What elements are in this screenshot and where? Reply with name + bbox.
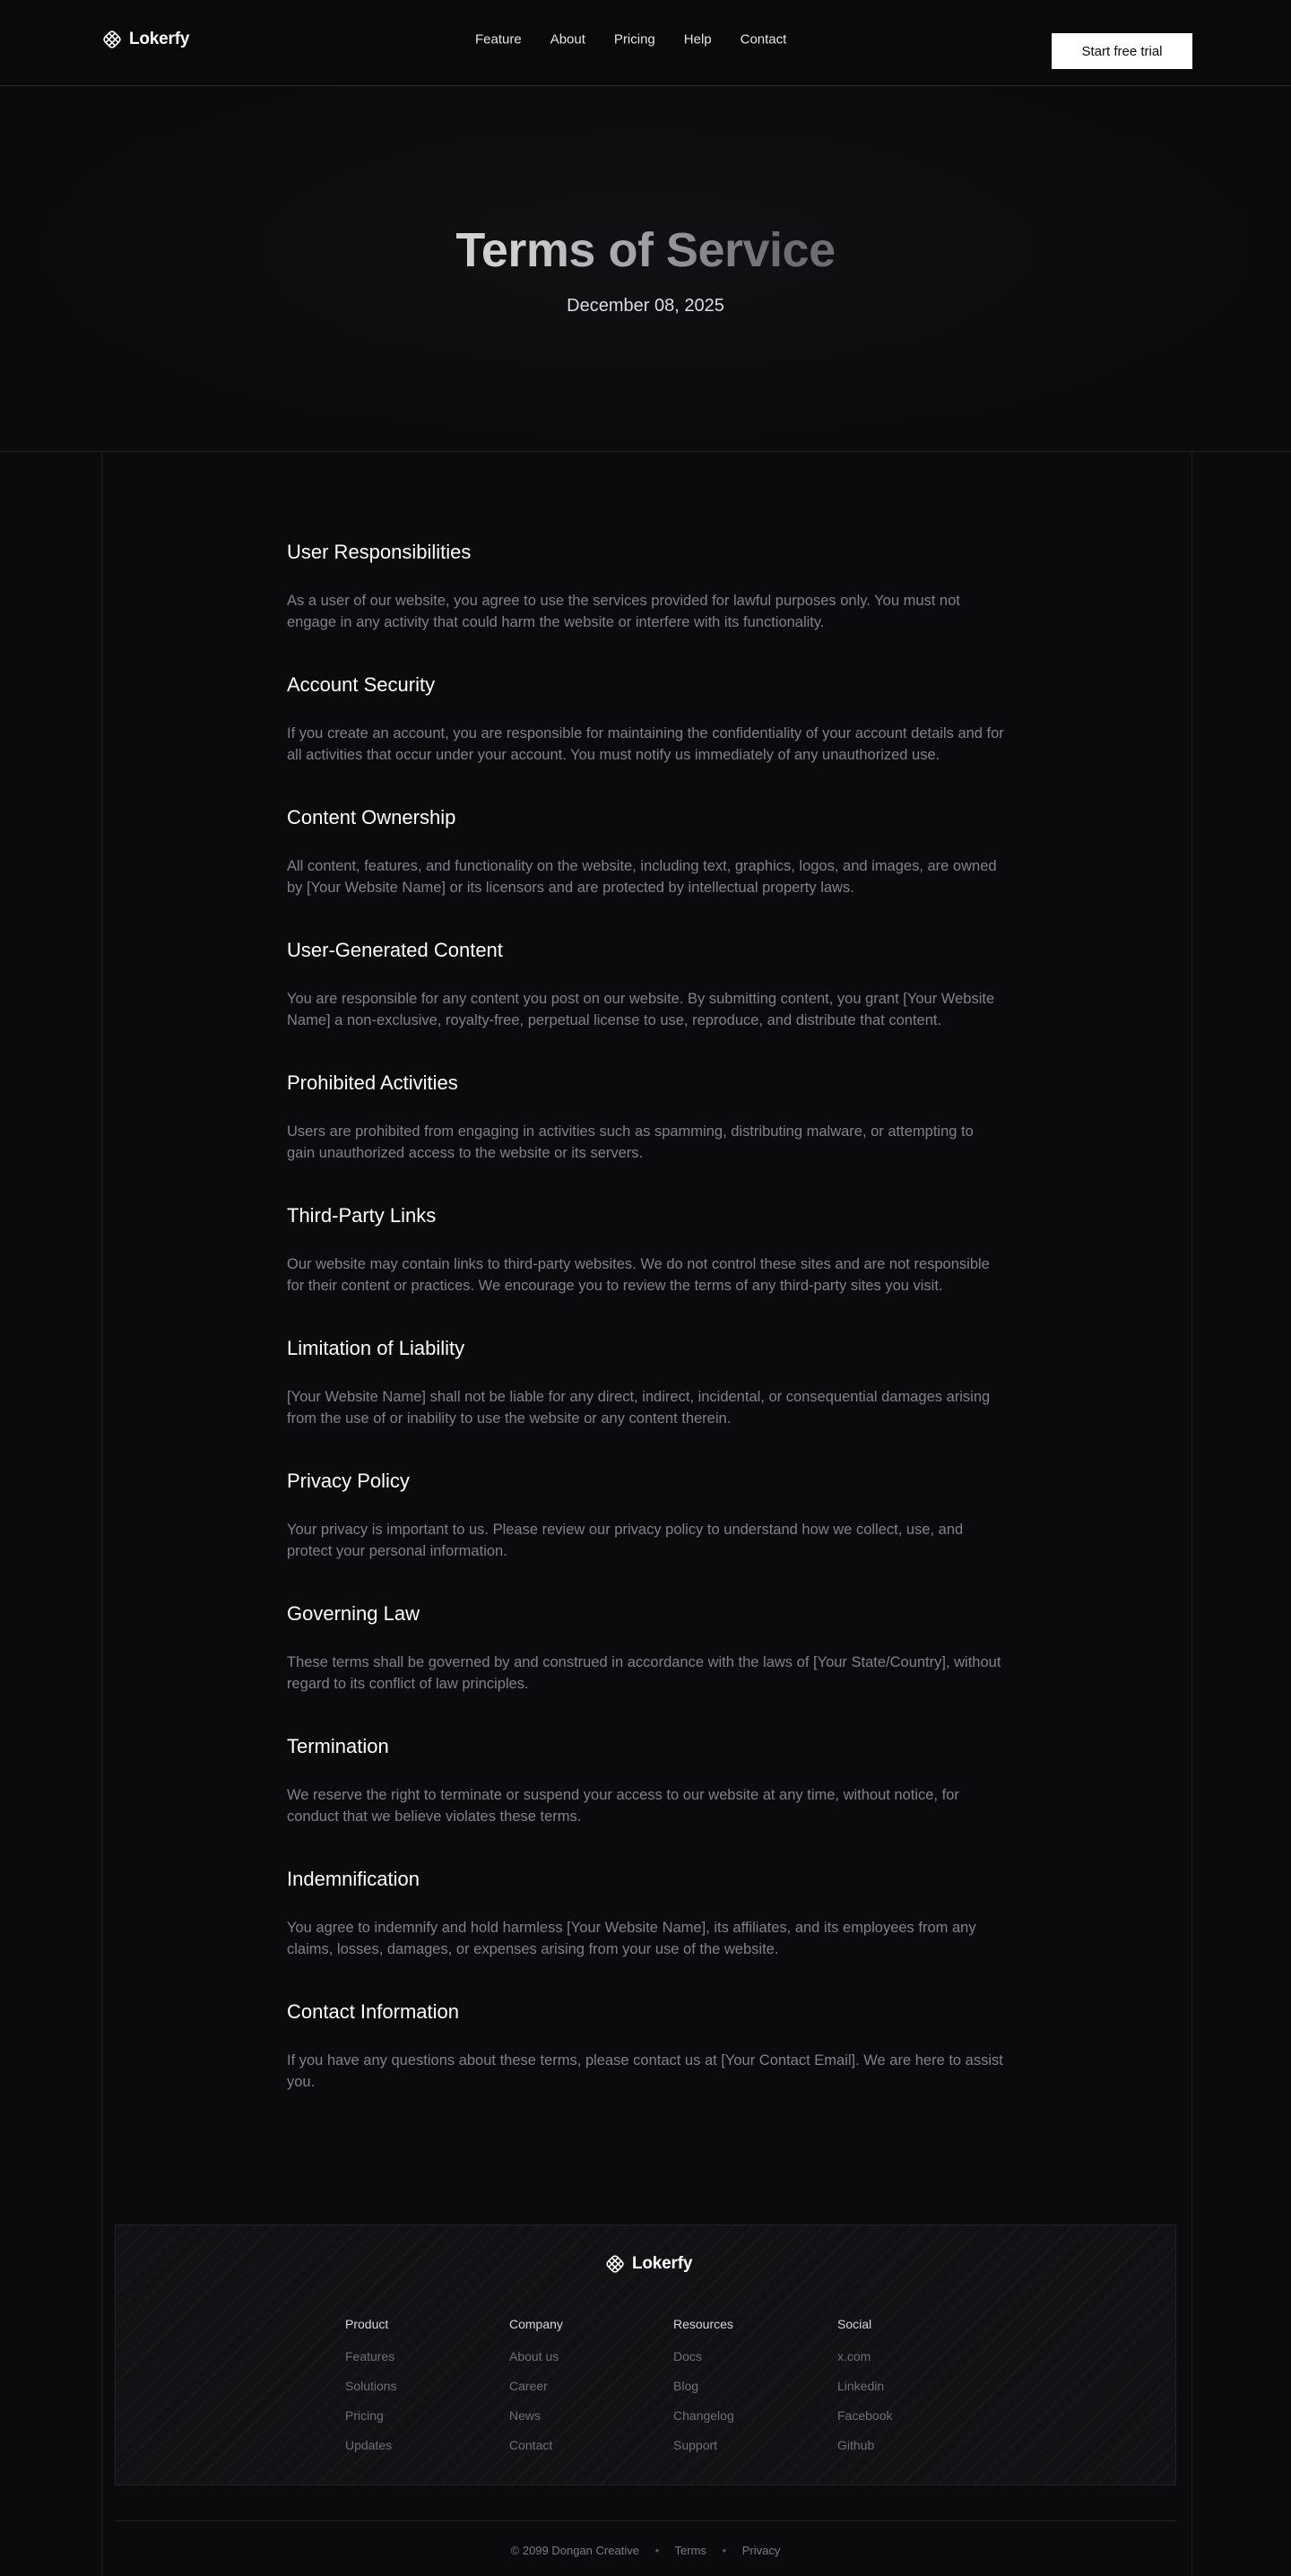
footer-link[interactable]: Linkedin	[837, 2379, 885, 2393]
site-header	[0, 0, 1291, 86]
copyright-text: © 2099 Dongan Creative	[510, 2544, 639, 2557]
section-body: We reserve the right to terminate or suspend your access to our website at any time, without notice, for conduct that we believe violates these terms.	[287, 1787, 959, 1825]
footer-link[interactable]: Features	[345, 2349, 395, 2364]
footer-link[interactable]: Docs	[673, 2349, 702, 2364]
terms-section	[287, 1996, 1004, 2093]
section-heading: Account Security	[287, 673, 436, 696]
section-body: Users are prohibited from engaging in activities such as spamming, distributing malware, or attempting to gain unauthorized access to the website or its servers.	[287, 1123, 974, 1161]
footer-link[interactable]: Contact	[509, 2438, 553, 2452]
section-heading: Prohibited Activities	[287, 1071, 458, 1094]
footer-link[interactable]: Updates	[345, 2438, 393, 2452]
guide-line-right	[1191, 86, 1192, 2576]
nav-contact[interactable]: Contact	[740, 31, 787, 48]
footer-link[interactable]: Career	[509, 2379, 548, 2393]
footer-link[interactable]: Facebook	[837, 2408, 893, 2423]
footer-bottom-bar	[0, 2544, 1291, 2557]
section-heading: Limitation of Liability	[287, 1337, 465, 1359]
effective-date: December 08, 2025	[567, 296, 724, 316]
footer-link[interactable]: Changelog	[673, 2408, 734, 2423]
footer-column-product	[345, 2317, 509, 2468]
footer-link[interactable]: Pricing	[345, 2408, 384, 2423]
section-body: These terms shall be governed by and construed in accordance with the laws of [Your State/Country], without regard to its conflict of law principles.	[287, 1654, 1001, 1692]
section-body: Your privacy is important to us. Please review our privacy policy to understand how we collect, use, and protect your personal information.	[287, 1522, 964, 1559]
footer-link[interactable]: Github	[837, 2438, 875, 2452]
nav-help[interactable]: Help	[683, 31, 712, 48]
footer-column-title: Resources	[673, 2317, 733, 2331]
terms-section	[287, 1863, 1004, 1960]
brand-name: Lokerfy	[129, 30, 190, 48]
footer-link[interactable]: Support	[673, 2438, 718, 2452]
lokerfy-logo-icon	[605, 2254, 625, 2274]
footer-logo[interactable]	[605, 2254, 692, 2274]
start-free-trial-button[interactable]: Start free trial	[1052, 33, 1192, 69]
section-heading: Privacy Policy	[287, 1470, 410, 1492]
main-nav	[461, 32, 801, 48]
footer-column-resources	[673, 2317, 837, 2468]
footer-column-social	[837, 2317, 1001, 2468]
separator-dot: •	[722, 2544, 727, 2557]
terms-section	[287, 669, 1004, 766]
section-heading: Governing Law	[287, 1602, 420, 1625]
section-body: As a user of our website, you agree to use the services provided for lawful purposes only. You must not engage in any activity that could harm the website or interfere with its functionality.	[287, 593, 960, 630]
lokerfy-logo-icon	[102, 30, 122, 49]
section-body: Our website may contain links to third-party websites. We do not control these sites and are not responsible for their content or practices. We encourage you to review the terms of any third-party sites you visit.	[287, 1256, 990, 1294]
terms-section	[287, 1598, 1004, 1695]
footer-card	[115, 2225, 1176, 2485]
brand-name: Lokerfy	[632, 2254, 693, 2273]
header-logo[interactable]	[102, 30, 189, 49]
section-body: If you have any questions about these terms, please contact us at [Your Contact Email]. We are here to assist you.	[287, 2052, 1003, 2090]
separator-dot: •	[654, 2544, 660, 2557]
section-heading: Indemnification	[287, 1868, 420, 1890]
section-body: You agree to indemnify and hold harmless [Your Website Name], its affiliates, and its employees from any claims, losses, damages, or expenses arising from your use of the website.	[287, 1920, 976, 1957]
nav-about[interactable]: About	[550, 31, 585, 48]
hero	[0, 86, 1291, 452]
section-body: If you create an account, you are responsible for maintaining the confidentiality of your account details and for all activities that occur under your account. You must notify us immediately of any unauthorized use.	[287, 725, 1004, 763]
footer-column-title: Product	[345, 2317, 389, 2331]
section-heading: User Responsibilities	[287, 541, 472, 563]
section-body: All content, features, and functionality on the website, including text, graphics, logos, and images, are owned by [Your Website Name] or its licensors and are protected by intellectual property laws.	[287, 858, 997, 896]
footer-column-company	[509, 2317, 673, 2468]
section-heading: Content Ownership	[287, 806, 456, 828]
page-title: Terms of Service	[0, 222, 1291, 278]
section-heading: Third-Party Links	[287, 1204, 437, 1227]
section-body: You are responsible for any content you post on our website. By submitting content, you grant [Your Website Name] a non-exclusive, royalty-free, perpetual license to use, reproduce, and distribute that content.	[287, 991, 995, 1028]
footer-link[interactable]: x.com	[837, 2349, 871, 2364]
footer-link[interactable]: Solutions	[345, 2379, 397, 2393]
footer-divider	[115, 2520, 1176, 2521]
footer-column-title: Social	[837, 2317, 872, 2331]
section-heading: User-Generated Content	[287, 939, 503, 961]
footer-link[interactable]: About us	[509, 2349, 559, 2364]
terms-section	[287, 1465, 1004, 1562]
terms-section	[287, 934, 1004, 1031]
nav-pricing[interactable]: Pricing	[613, 31, 655, 48]
section-heading: Termination	[287, 1735, 389, 1757]
terms-section	[287, 536, 1004, 633]
section-heading: Contact Information	[287, 2000, 459, 2023]
guide-line-left	[101, 86, 102, 2576]
section-body: [Your Website Name] shall not be liable for any direct, indirect, incidental, or consequential damages arising from the use of or inability to use the website or any content therein.	[287, 1389, 991, 1427]
nav-feature[interactable]: Feature	[475, 31, 522, 48]
footer-link[interactable]: Blog	[673, 2379, 699, 2393]
footer-columns	[345, 2317, 1001, 2468]
terms-section	[287, 1730, 1004, 1827]
footer-column-title: Company	[509, 2317, 563, 2331]
terms-section	[287, 1332, 1004, 1429]
terms-section	[287, 1200, 1004, 1297]
privacy-link[interactable]: Privacy	[741, 2544, 781, 2557]
terms-section	[287, 1067, 1004, 1164]
footer-link[interactable]: News	[509, 2408, 542, 2423]
terms-content	[287, 536, 1004, 2129]
terms-section	[287, 802, 1004, 898]
terms-link[interactable]: Terms	[674, 2544, 706, 2557]
